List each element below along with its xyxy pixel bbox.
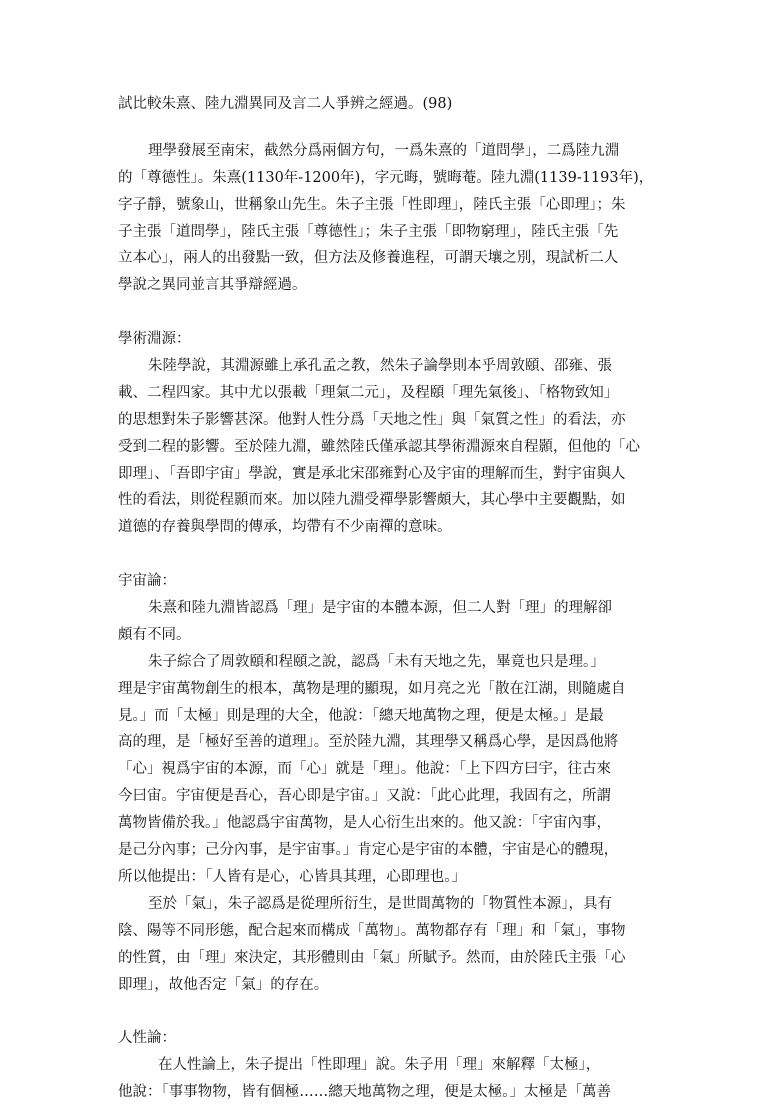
text-line: 陰、陽等不同形態，配合起來而構成「萬物」。萬物都存有「理」和「氣」，事物 xyxy=(118,922,626,939)
section-cosmology xyxy=(118,568,656,998)
text-line: 即理」，故他否定「氣」的存在。 xyxy=(118,976,329,993)
text-line: 學說之異同並言其爭辯經過。 xyxy=(118,277,307,294)
text-line: 受到二程的影響。至於陸九淵，雖然陸氏僅承認其學術淵源來自程顥，但他的「心 xyxy=(118,438,640,455)
paragraph-gap xyxy=(118,998,656,1025)
text-line: 他說：「事事物物，皆有個極……總天地萬物之理，便是太極。」太極是「萬善 xyxy=(118,1084,611,1101)
paragraph-gap xyxy=(118,299,656,326)
text-line: 今曰宙。宇宙便是吾心，吾心即是宇宙。」又說：「此心此理，我固有之，所謂 xyxy=(118,788,611,805)
document-body xyxy=(118,91,656,1106)
intro-paragraph xyxy=(118,138,656,299)
text-line: 朱子綜合了周敦頤和程頤之說，認爲「未有天地之先，畢竟也只是理。」 xyxy=(148,653,605,670)
text-line: 道德的存養與學問的傳承，均帶有不少南禪的意味。 xyxy=(118,519,452,536)
text-line: 朱陸學說，其淵源雖上承孔孟之教，然朱子論學則本乎周敦頤、邵雍、張 xyxy=(148,358,612,375)
text-line: 至於「氣」，朱子認爲是從理所衍生，是世間萬物的「物質性本源」，具有 xyxy=(148,895,612,912)
text-line: 理是宇宙萬物創生的根本，萬物是理的顯現，如月亮之光「散在江湖，則隨處自 xyxy=(118,680,626,697)
text-line: 所以他提出：「人皆有是心，心皆具其理，心即理也。」 xyxy=(118,868,466,885)
text-line: 載、二程四家。其中尤以張載「理氣二元」，及程頤「理先氣後」、「格物致知」 xyxy=(118,384,619,401)
text-line: 的思想對朱子影響甚深。他對人性分爲「天地之性」與「氣質之性」的看法，亦 xyxy=(118,411,626,428)
text-line: 的「尊德性」。朱熹(1130年-1200年)，字元晦，號晦菴。陸九淵(1139-1193年)， xyxy=(118,169,654,186)
question-title: 試比較朱熹、陸九淵異同及言二人爭辨之經過。(98) xyxy=(118,96,453,112)
text-line: 見。」而「太極」則是理的大全，他說：「總天地萬物之理，便是太極。」是最 xyxy=(118,707,604,724)
text-line: 即理」、「吾即宇宙」學說，實是承北宋邵雍對心及宇宙的理解而生，對宇宙與人 xyxy=(118,465,626,482)
text-line: 頗有不同。 xyxy=(118,626,191,643)
section-academic-origins xyxy=(118,326,656,541)
text-line: 「心」視爲宇宙的本源，而「心」就是「理」。他說：「上下四方曰宇，往古來 xyxy=(118,761,611,778)
text-line: 立本心」，兩人的出發點一致，但方法及修養進程，可謂天壤之別，現試析二人 xyxy=(118,250,619,267)
text-line: 子主張「道問學」，陸氏主張「尊德性」；朱子主張「即物窮理」，陸氏主張「先 xyxy=(118,223,619,240)
text-line: 在人性論上，朱子提出「性即理」說。朱子用「理」來解釋「太極」， xyxy=(158,1057,601,1074)
text-line: 的性質，由「理」來決定，其形體則由「氣」所賦予。然而，由於陸氏主張「心 xyxy=(118,949,626,966)
section-heading: 學術淵源： xyxy=(118,331,191,348)
text-line: 字子靜，號象山，世稱象山先生。朱子主張「性即理」，陸氏主張「心即理」；朱 xyxy=(118,196,626,213)
paragraph-gap xyxy=(118,541,656,568)
text-line: 理學發展至南宋，截然分爲兩個方句，一爲朱熹的「道問學」，二爲陸九淵 xyxy=(148,142,620,159)
text-line: 萬物皆備於我。」他認爲宇宙萬物，是人心衍生出來的。他又說：「宇宙內事， xyxy=(118,815,611,832)
text-line: 朱熹和陸九淵皆認爲「理」是宇宙的本體本源，但二人對「理」的理解卻 xyxy=(148,600,612,617)
text-line: 性的看法，則從程顥而來。加以陸九淵受禪學影響頗大，其心學中主要觀點，如 xyxy=(118,492,626,509)
section-human-nature xyxy=(118,1025,656,1106)
section-heading: 宇宙論： xyxy=(118,573,176,590)
text-line: 是己分內事；己分內事，是宇宙事。」肯定心是宇宙的本體，宇宙是心的體現， xyxy=(118,842,619,859)
section-heading: 人性論： xyxy=(118,1030,176,1047)
text-line: 高的理，是「極好至善的道理」。至於陸九淵，其理學又稱爲心學，是因爲他將 xyxy=(118,734,619,751)
